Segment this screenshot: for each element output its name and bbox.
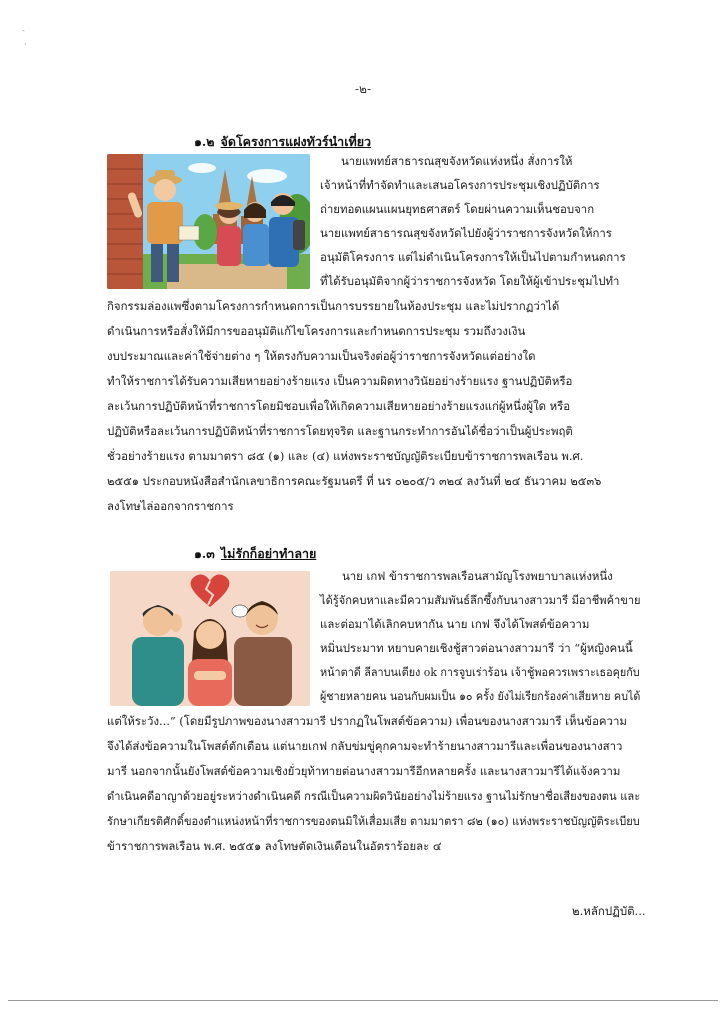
section-number: ๑.๒	[194, 134, 215, 149]
paragraph-line: กิจกรรมล่องแพซึ่งตามโครงการกำหนดการเป็นการบรรยายในห้องประชุม และไม่ปรากฏว่าได้	[107, 299, 560, 313]
paragraph-line: ปฏิบัติหรือละเว้นการปฏิบัติหน้าที่ราชการโดยทุจริต และฐานกระทำการอันได้ชื่อว่าเป็นผู้ประพฤติ	[107, 424, 573, 438]
sad-woman-icon	[188, 619, 232, 706]
section-heading-1-2	[194, 132, 371, 152]
tour-illustration-svg	[107, 154, 310, 289]
paragraph-line: เจ้าหน้าที่ทำจัดทำและเสนอโครงการประชุมเชิงปฏิบัติการ	[320, 178, 600, 192]
page-number: -๒-	[354, 82, 372, 96]
relationship-illustration	[110, 571, 310, 706]
paragraph-line: งบประมาณและค่าใช้จ่ายต่าง ๆ ให้ตรงกับความเป็นจริงต่อผู้ว่าราชการจังหวัดแต่อย่างใด	[107, 349, 536, 363]
paragraph-line: หมิ่นประมาท หยาบคายเชิงชู้สาวต่อนางสาวมารี ว่า “ผู้หญิงคนนี้	[320, 641, 633, 655]
paragraph-line: ดำเนินคดีอาญาด้วยอยู่ระหว่างดำเนินคดี กรณีเป็นความผิดวินัยอย่างไม่ร้ายแรง ฐานไม่รักษาชื่อเสียงของตน และ	[107, 789, 641, 803]
paragraph-line: ละเว้นการปฏิบัติหน้าที่ราชการโดยมิชอบเพื่อให้เกิดความเสียหายอย่างร้ายแรงแก่ผู้หนึ่งผู้ใด หรือ	[107, 399, 571, 413]
section-number: ๑.๓	[194, 546, 215, 561]
paragraph-line: จึงได้ส่งข้อความในโพสต์ตักเตือน แต่นายเกฟ กลับข่มขู่คุกคามจะทำร้ายนางสาวมารีและเพื่อนของนางสาว	[107, 739, 623, 753]
paragraph-line: และต่อมาได้เลิกคบหากัน นาย เกฟ จึงได้โพสต์ข้อความ	[320, 617, 590, 631]
paragraph-line: หน้าตาดี ลีลาบนเตียง ok การจูบเร่าร้อน เจ้าชู้พอควรเพราะเธอคุยกับ	[320, 665, 640, 679]
paragraph-line: ดำเนินการหรือสั่งให้มีการขออนุมัติแก้ไขโครงการและกำหนดการประชุม รวมถึงวงเงิน	[107, 324, 526, 338]
scan-mark: -	[22, 26, 25, 35]
paragraph-line: ข้าราชการพลเรือน พ.ศ. ๒๕๕๑ ลงโทษตัดเงินเดือนในอัตราร้อยละ ๔	[107, 839, 442, 853]
paragraph-line: ที่ได้รับอนุมัติจากผู้ว่าราชการจังหวัด โดยให้ผู้เข้าประชุมไปทำ	[320, 274, 620, 288]
paragraph-line: ๒๕๕๑ ประกอบหนังสือสำนักเลขาธิการคณะรัฐมนตรี ที่ นร ๐๒๐๕/ว ๓๒๔ ลงวันที่ ๒๔ ธันวาคม ๒๕๓๖	[107, 474, 602, 488]
paragraph-line: แต่ให้ระวัง...” (โดยมีรูปภาพของนางสาวมารี ปรากฏในโพสต์ข้อความ) เพื่อนของนางสาวมารี เห็นข้อความ	[107, 714, 627, 728]
tour-group-illustration	[107, 154, 310, 289]
paragraph-line: ชั่วอย่างร้ายแรง ตามมาตรา ๘๕ (๑) และ (๔) แห่งพระราชบัญญัติระเบียบข้าราชการพลเรือน พ.ศ.	[107, 449, 584, 463]
tourist-group-icon	[215, 193, 305, 267]
paragraph-line: นายแพทย์สาธารณสุขจังหวัดแห่งหนึ่ง สั่งการให้	[341, 154, 573, 168]
paragraph-line: ได้รู้จักคบหาและมีความสัมพันธ์ลึกซึ้งกับนางสาวมารี มีอาชีพค้าขาย	[320, 593, 641, 607]
continuation-text: ๒.หลักปฏิบัติ...	[572, 904, 646, 918]
section-title: จัดโครงการแฝงทัวร์นำเที่ยว	[220, 134, 372, 149]
paragraph-line: ลงโทษไล่ออกจากราชการ	[107, 499, 234, 513]
paragraph-line: นายแพทย์สาธารณสุขจังหวัดไปยังผู้ว่าราชการจังหวัดให้การ	[320, 226, 612, 240]
section-heading-1-3	[194, 544, 316, 564]
paragraph-line: นาย เกฟ ข้าราชการพลเรือนสามัญโรงพยาบาลแห่งหนึ่ง	[342, 569, 613, 583]
brick-wall	[107, 154, 143, 289]
paragraph-line: ถ่ายทอดแผนแผนยุทธศาสตร์ โดยผ่านความเห็นชอบจาก	[320, 202, 595, 216]
paragraph-line: ผู้ชายหลายคน นอนกับผมเป็น ๑๐ ครั้ง ยังไม่เรียกร้องค่าเสียหาย คบได้	[320, 689, 641, 703]
section-title: ไม่รักก็อย่าทำลาย	[220, 546, 317, 561]
footer-divider	[8, 1000, 718, 1001]
paragraph-line: ทำให้ราชการได้รับความเสียหายอย่างร้ายแรง เป็นความผิดทางวินัยอย่างร้ายแรง ฐานปฏิบัติหรือ	[107, 374, 573, 388]
paragraph-line: มารี นอกจากนั้นยังโพสต์ข้อความเชิงยั่วยุท้าทายต่อนางสาวมารีอีกหลายครั้ง และนางสาวมารีได้แจ้งความ	[107, 764, 621, 778]
paragraph-line: รักษาเกียรติศักดิ์ของตำแหน่งหน้าที่ราชการของตนมิให้เสื่อมเสีย ตามมาตรา ๘๒ (๑๐) แห่งพระราชบัญญัติระเบียบ	[107, 814, 640, 828]
paragraph-line: อนุมัติโครงการ แต่ไม่ดำเนินโครงการให้เป็นไปตามกำหนดการ	[320, 250, 626, 264]
relationship-illustration-svg	[110, 571, 310, 706]
scan-mark: ·	[24, 40, 27, 49]
